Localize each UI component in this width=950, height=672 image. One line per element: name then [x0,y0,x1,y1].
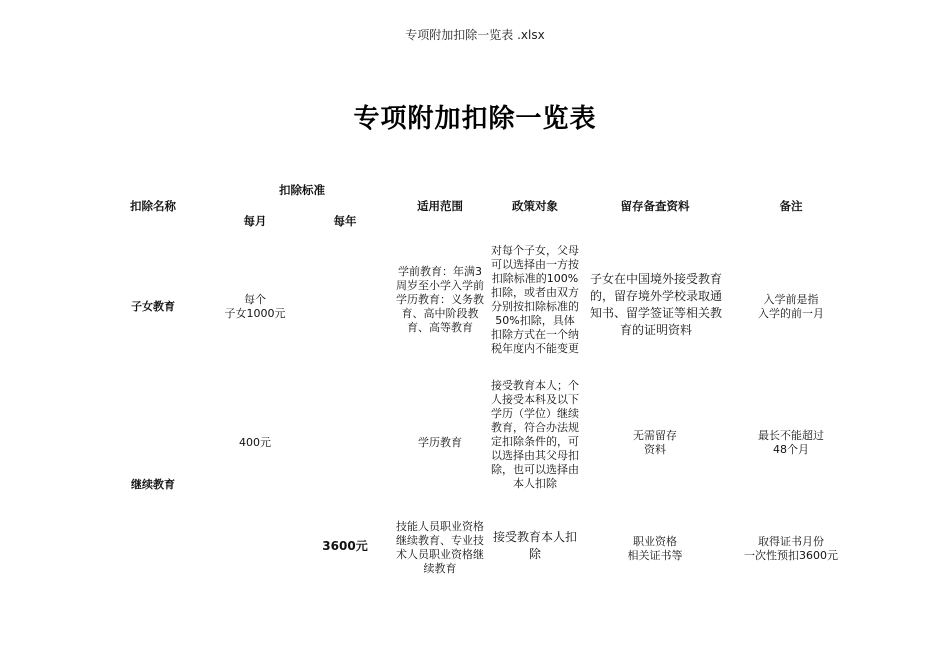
header-yearly: 每年 [333,214,357,228]
row-records-vocational: 职业资格 相关证书等 [627,535,683,562]
row-monthly-degree-education: 400元 [239,436,271,449]
row-yearly-vocational: 3600元 [322,539,368,553]
row-records-degree-education: 无需留存 资料 [633,429,677,456]
row-monthly-child-education: 每个 子女1000元 [224,293,286,320]
row-name-child-education: 子女教育 [131,300,175,313]
file-title: 专项附加扣除一览表 .xlsx [405,28,545,42]
row-notes-child-education: 入学前是指 入学的前一月 [758,293,824,320]
row-name-continuing-education: 继续教育 [131,478,175,491]
header-standard: 扣除标准 [279,183,325,197]
row-records-child-education: 子女在中国境外接受教育的，留存境外学校录取通知书、留学签证等相关教育的证明资料 [589,272,722,337]
header-notes: 备注 [779,199,803,213]
row-policy-vocational: 接受教育本人扣除 [492,530,577,561]
row-notes-vocational: 取得证书月份 一次性预扣3600元 [744,535,838,562]
header-policy: 政策对象 [512,199,558,213]
row-scope-child-education: 学前教育：年满3周岁至小学入学前 学历教育：义务教育、高中阶段教育、高等教育 [396,265,484,334]
header-scope: 适用范围 [417,199,463,213]
header-monthly: 每月 [243,214,267,228]
row-scope-degree-education: 学历教育 [418,436,462,449]
header-records: 留存备查资料 [620,199,690,213]
row-policy-degree-education: 接受教育本人；个人接受本科及以下学历（学位）继续教育，符合办法规定扣除条件的，可以选择由其父母扣除，也可以选择由本人扣除 [491,379,579,490]
row-policy-child-education: 对每个子女，父母可以选择由一方按扣除标准的100%扣除，或者由双方分别按扣除标准的50%扣除，具体扣除方式在一个纳税年度内不能变更 [491,244,579,355]
row-notes-degree-education: 最长不能超过 48个月 [758,429,824,456]
row-scope-vocational: 技能人员职业资格继续教育、专业技术人员职业资格继续教育 [396,520,484,575]
header-name: 扣除名称 [130,199,176,213]
document-title: 专项附加扣除一览表 [353,104,597,134]
